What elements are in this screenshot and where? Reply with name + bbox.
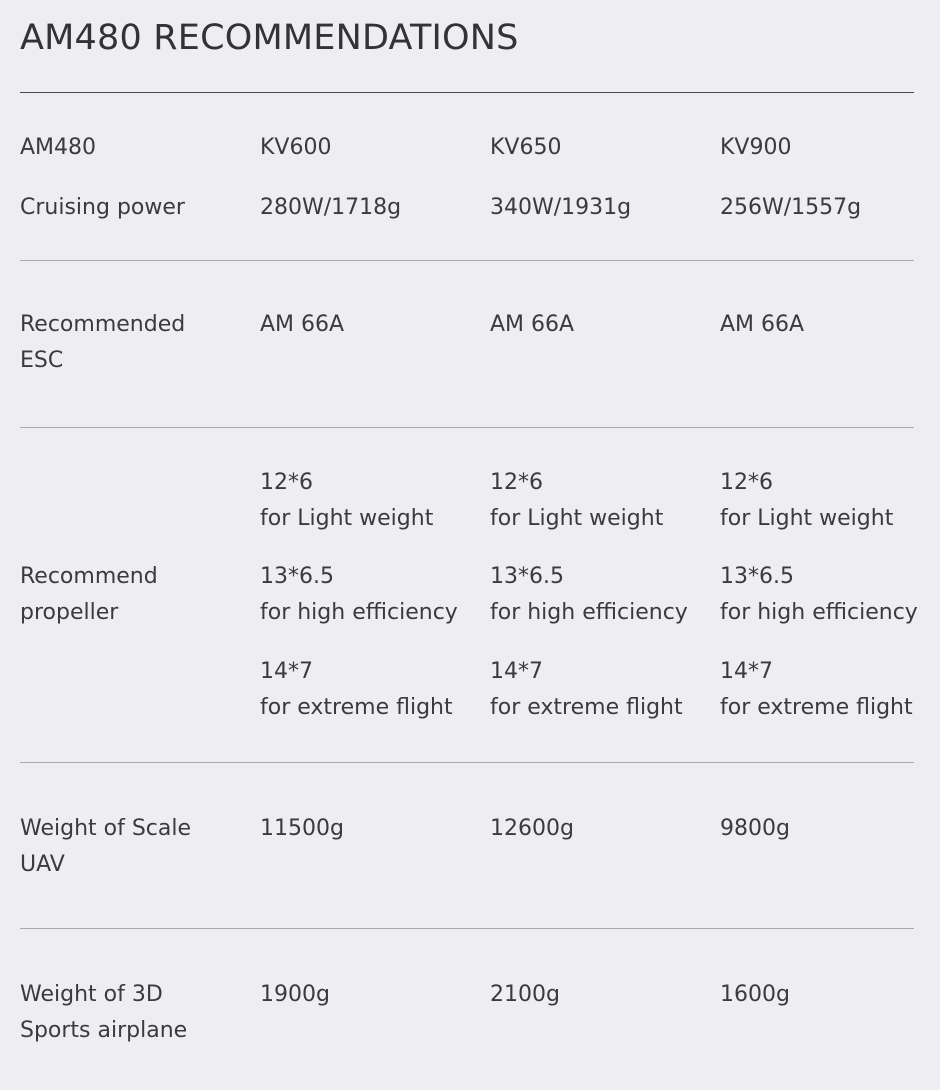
esc-label (20, 307, 185, 379)
propeller-desc: for extreme flight (720, 695, 913, 720)
esc-label-line1: Recommended (20, 312, 186, 337)
model-label: AM480 (20, 135, 97, 160)
scale-uav-label-line2: UAV (20, 852, 65, 877)
propeller-kv650-efficiency (490, 559, 688, 631)
propeller-desc: for high efficiency (720, 600, 918, 625)
scale-uav-kv900: 9800g (720, 816, 790, 841)
propeller-desc: for extreme flight (260, 695, 453, 720)
kv600-header: KV600 (260, 135, 332, 160)
propeller-kv900-light (720, 465, 893, 537)
propeller-label (20, 559, 158, 631)
propeller-kv600-light (260, 465, 433, 537)
cruising-power-label: Cruising power (20, 195, 185, 220)
propeller-desc: for extreme flight (490, 695, 683, 720)
propeller-kv600-extreme (260, 654, 453, 726)
propeller-kv650-extreme (490, 654, 683, 726)
propeller-kv600-efficiency (260, 559, 458, 631)
scale-uav-label-line1: Weight of Scale (20, 816, 192, 841)
cruising-power-kv900: 256W/1557g (720, 195, 862, 220)
cruising-power-kv650: 340W/1931g (490, 195, 632, 220)
esc-kv600: AM 66A (260, 312, 345, 337)
sports-airplane-kv900: 1600g (720, 982, 790, 1007)
scale-uav-kv650: 12600g (490, 816, 574, 841)
propeller-size: 12*6 (490, 470, 543, 495)
page-title: AM480 RECOMMENDATIONS (20, 18, 519, 58)
propeller-size: 12*6 (720, 470, 773, 495)
kv900-header: KV900 (720, 135, 792, 160)
propeller-desc: for high efficiency (260, 600, 458, 625)
row-divider (20, 928, 914, 929)
propeller-size: 14*7 (490, 659, 543, 684)
kv650-header: KV650 (490, 135, 562, 160)
propeller-size: 13*6.5 (260, 564, 334, 589)
row-divider (20, 260, 914, 261)
propeller-kv650-light (490, 465, 663, 537)
propeller-desc: for Light weight (720, 506, 894, 531)
title-divider (20, 92, 914, 93)
propeller-kv900-extreme (720, 654, 913, 726)
propeller-size: 13*6.5 (720, 564, 794, 589)
sports-airplane-label-line1: Weight of 3D (20, 982, 163, 1007)
row-divider (20, 762, 914, 763)
propeller-label-line1: Recommend (20, 564, 158, 589)
scale-uav-label (20, 811, 191, 883)
propeller-desc: for Light weight (260, 506, 434, 531)
propeller-size: 14*7 (720, 659, 773, 684)
propeller-kv900-efficiency (720, 559, 918, 631)
propeller-size: 14*7 (260, 659, 313, 684)
sports-airplane-kv600: 1900g (260, 982, 330, 1007)
propeller-size: 13*6.5 (490, 564, 564, 589)
sports-airplane-label (20, 977, 187, 1049)
sports-airplane-kv650: 2100g (490, 982, 560, 1007)
propeller-label-line2: propeller (20, 600, 119, 625)
cruising-power-kv600: 280W/1718g (260, 195, 402, 220)
sports-airplane-label-line2: Sports airplane (20, 1018, 188, 1043)
propeller-desc: for high efficiency (490, 600, 688, 625)
esc-label-line2: ESC (20, 348, 64, 373)
esc-kv650: AM 66A (490, 312, 575, 337)
scale-uav-kv600: 11500g (260, 816, 344, 841)
propeller-size: 12*6 (260, 470, 313, 495)
esc-kv900: AM 66A (720, 312, 805, 337)
propeller-desc: for Light weight (490, 506, 664, 531)
row-divider (20, 427, 914, 428)
